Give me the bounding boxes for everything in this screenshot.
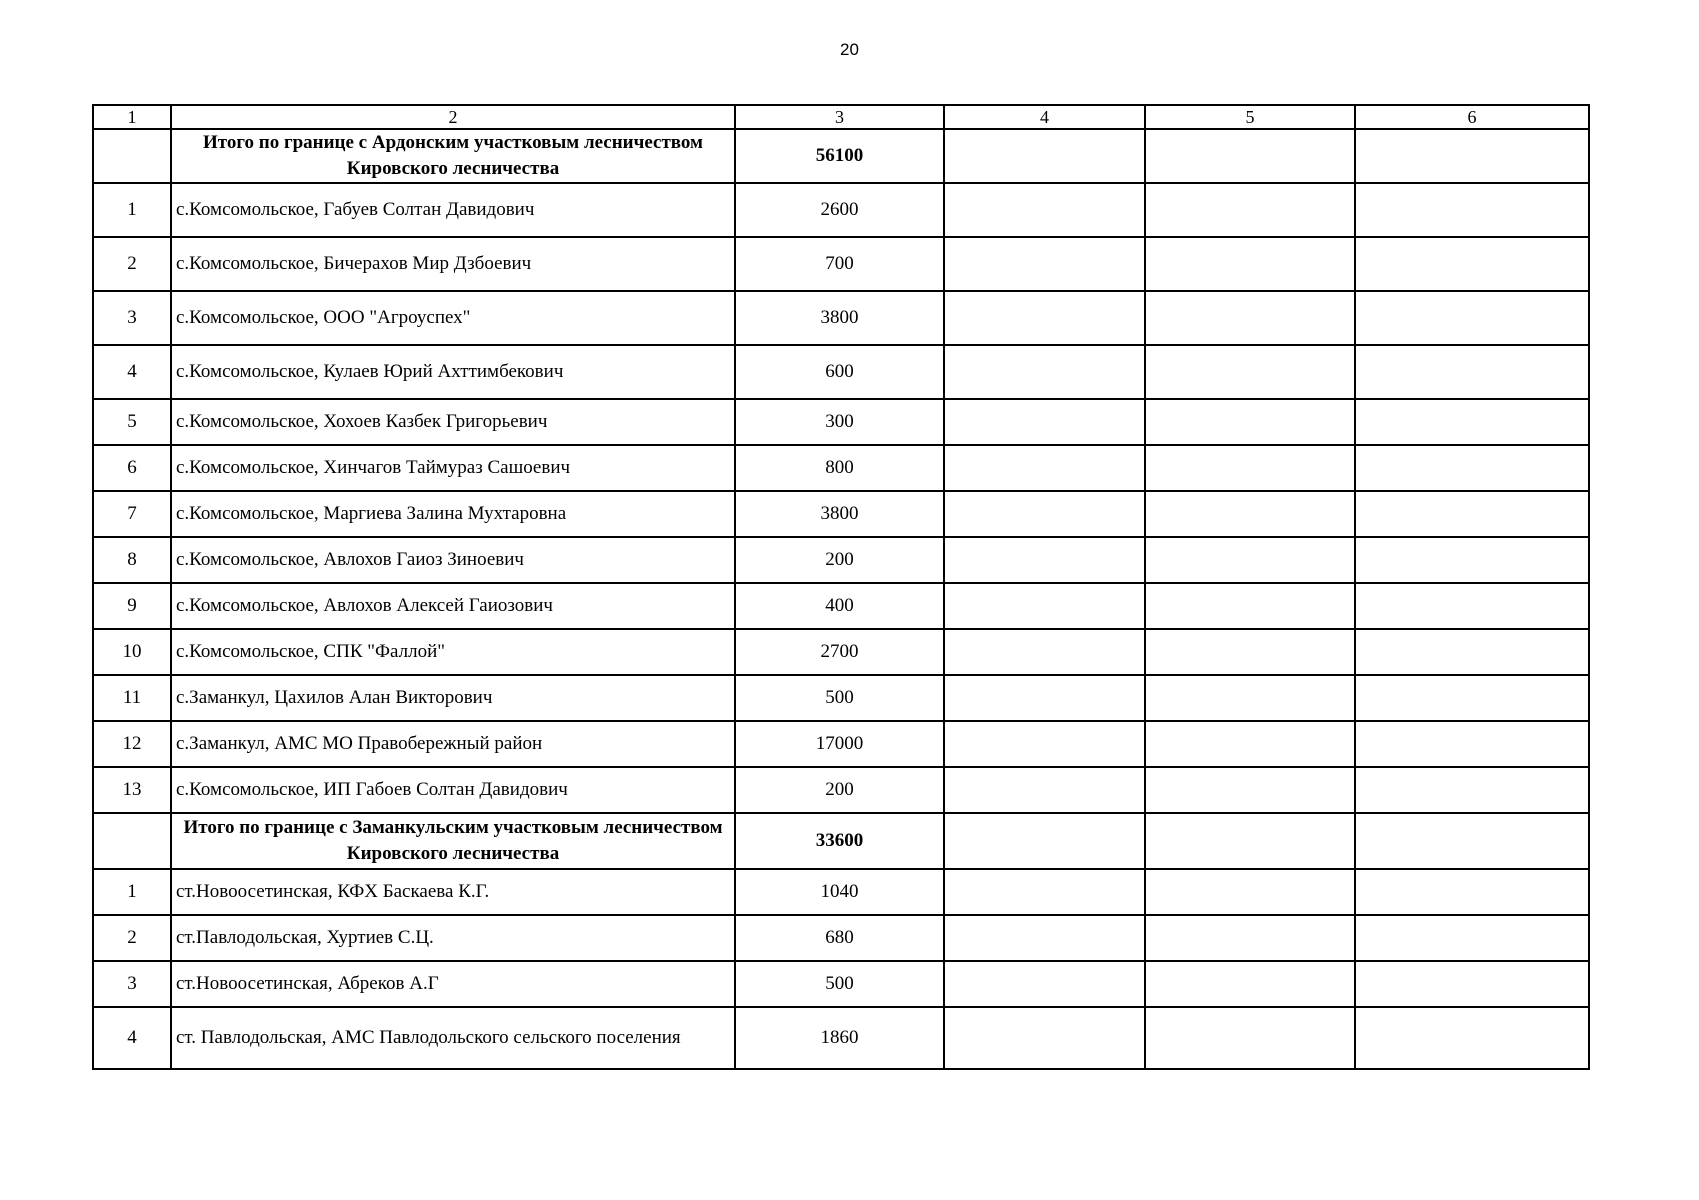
row-value: 500 <box>735 675 944 721</box>
empty-cell <box>1145 767 1355 813</box>
table-row <box>93 237 1589 291</box>
empty-cell <box>1355 813 1589 869</box>
empty-cell <box>1145 491 1355 537</box>
row-value: 3800 <box>735 491 944 537</box>
row-name: с.Комсомольское, СПК "Фаллой" <box>171 629 735 675</box>
table-row <box>93 721 1589 767</box>
row-number: 3 <box>93 291 171 345</box>
row-name: с.Комсомольское, ИП Габоев Солтан Давидович <box>171 767 735 813</box>
table-row <box>93 1007 1589 1069</box>
empty-cell <box>1355 915 1589 961</box>
empty-cell <box>1355 1007 1589 1069</box>
row-number: 7 <box>93 491 171 537</box>
empty-cell <box>1145 869 1355 915</box>
empty-cell <box>944 237 1145 291</box>
empty-cell <box>944 869 1145 915</box>
empty-cell <box>1355 961 1589 1007</box>
row-number: 2 <box>93 915 171 961</box>
empty-cell <box>944 721 1145 767</box>
empty-cell <box>1145 583 1355 629</box>
empty-cell <box>1145 345 1355 399</box>
row-number: 10 <box>93 629 171 675</box>
table-row <box>93 915 1589 961</box>
row-number: 12 <box>93 721 171 767</box>
row-value: 3800 <box>735 291 944 345</box>
column-number: 3 <box>735 105 944 129</box>
column-number: 4 <box>944 105 1145 129</box>
row-value: 1860 <box>735 1007 944 1069</box>
row-number: 11 <box>93 675 171 721</box>
empty-cell <box>1145 629 1355 675</box>
table-row <box>93 583 1589 629</box>
row-name: с.Комсомольское, Хинчагов Таймураз Сашоевич <box>171 445 735 491</box>
row-value: 700 <box>735 237 944 291</box>
row-number: 9 <box>93 583 171 629</box>
row-name: Итого по границе с Заманкульским участковым лесничеством Кировского лесничества <box>171 813 735 869</box>
row-name: с.Заманкул, АМС МО Правобережный район <box>171 721 735 767</box>
row-number <box>93 129 171 183</box>
row-value: 400 <box>735 583 944 629</box>
column-number: 1 <box>93 105 171 129</box>
table-row <box>93 537 1589 583</box>
row-value: 1040 <box>735 869 944 915</box>
empty-cell <box>1355 291 1589 345</box>
empty-cell <box>1145 721 1355 767</box>
row-name: с.Комсомольское, Маргиева Залина Мухтаровна <box>171 491 735 537</box>
row-name: ст.Новоосетинская, Абреков А.Г <box>171 961 735 1007</box>
row-number: 2 <box>93 237 171 291</box>
empty-cell <box>1145 445 1355 491</box>
empty-cell <box>1355 675 1589 721</box>
row-number: 4 <box>93 1007 171 1069</box>
empty-cell <box>944 183 1145 237</box>
row-number <box>93 813 171 869</box>
row-value: 300 <box>735 399 944 445</box>
empty-cell <box>944 915 1145 961</box>
row-name: с.Комсомольское, Авлохов Алексей Гаиозович <box>171 583 735 629</box>
row-name: с.Комсомольское, Кулаев Юрий Ахттимбекович <box>171 345 735 399</box>
empty-cell <box>1145 675 1355 721</box>
empty-cell <box>944 1007 1145 1069</box>
empty-cell <box>1145 537 1355 583</box>
empty-cell <box>1145 129 1355 183</box>
empty-cell <box>944 399 1145 445</box>
empty-cell <box>1145 915 1355 961</box>
table-row <box>93 345 1589 399</box>
row-name: ст.Новоосетинская, КФХ Баскаева К.Г. <box>171 869 735 915</box>
empty-cell <box>1145 961 1355 1007</box>
row-name: с.Комсомольское, Бичерахов Мир Дзбоевич <box>171 237 735 291</box>
row-value: 600 <box>735 345 944 399</box>
empty-cell <box>944 129 1145 183</box>
table-row <box>93 183 1589 237</box>
row-number: 13 <box>93 767 171 813</box>
row-value: 33600 <box>735 813 944 869</box>
empty-cell <box>1355 537 1589 583</box>
empty-cell <box>944 491 1145 537</box>
row-value: 200 <box>735 767 944 813</box>
table-row <box>93 767 1589 813</box>
row-number: 3 <box>93 961 171 1007</box>
empty-cell <box>1355 129 1589 183</box>
empty-cell <box>944 583 1145 629</box>
column-number: 6 <box>1355 105 1589 129</box>
row-name: Итого по границе с Ардонским участковым лесничеством Кировского лесничества <box>171 129 735 183</box>
empty-cell <box>944 537 1145 583</box>
empty-cell <box>944 813 1145 869</box>
empty-cell <box>1355 399 1589 445</box>
empty-cell <box>944 675 1145 721</box>
empty-cell <box>944 445 1145 491</box>
row-value: 2600 <box>735 183 944 237</box>
row-number: 1 <box>93 183 171 237</box>
empty-cell <box>1355 629 1589 675</box>
row-name: с.Заманкул, Цахилов Алан Викторович <box>171 675 735 721</box>
empty-cell <box>1145 183 1355 237</box>
row-number: 1 <box>93 869 171 915</box>
empty-cell <box>1355 237 1589 291</box>
table-row <box>93 869 1589 915</box>
empty-cell <box>1355 491 1589 537</box>
empty-cell <box>1145 399 1355 445</box>
table-row <box>93 291 1589 345</box>
table-row <box>93 399 1589 445</box>
row-number: 6 <box>93 445 171 491</box>
empty-cell <box>1145 291 1355 345</box>
table-row <box>93 675 1589 721</box>
table-row <box>93 629 1589 675</box>
row-name: с.Комсомольское, Габуев Солтан Давидович <box>171 183 735 237</box>
empty-cell <box>944 961 1145 1007</box>
row-value: 800 <box>735 445 944 491</box>
page-number: 20 <box>840 40 859 59</box>
row-value: 500 <box>735 961 944 1007</box>
table-row <box>93 961 1589 1007</box>
row-value: 200 <box>735 537 944 583</box>
row-name: ст.Павлодольская, Хуртиев С.Ц. <box>171 915 735 961</box>
empty-cell <box>944 345 1145 399</box>
empty-cell <box>1355 721 1589 767</box>
empty-cell <box>1355 183 1589 237</box>
empty-cell <box>944 629 1145 675</box>
row-number: 8 <box>93 537 171 583</box>
column-number: 5 <box>1145 105 1355 129</box>
row-value: 2700 <box>735 629 944 675</box>
table-row <box>93 491 1589 537</box>
empty-cell <box>1355 583 1589 629</box>
row-value: 17000 <box>735 721 944 767</box>
subtotal-row <box>93 813 1589 869</box>
row-name: ст. Павлодольская, АМС Павлодольского сельского поселения <box>171 1007 735 1069</box>
empty-cell <box>1355 345 1589 399</box>
row-name: с.Комсомольское, Хохоев Казбек Григорьевич <box>171 399 735 445</box>
empty-cell <box>1145 1007 1355 1069</box>
column-number-row <box>93 105 1589 129</box>
column-number: 2 <box>171 105 735 129</box>
row-value: 680 <box>735 915 944 961</box>
row-name: с.Комсомольское, Авлохов Гаиоз Зиноевич <box>171 537 735 583</box>
empty-cell <box>1355 869 1589 915</box>
data-table <box>92 104 1590 1070</box>
row-number: 4 <box>93 345 171 399</box>
table-row <box>93 445 1589 491</box>
empty-cell <box>1145 237 1355 291</box>
empty-cell <box>944 767 1145 813</box>
row-name: с.Комсомольское, ООО "Агроуспех" <box>171 291 735 345</box>
subtotal-row <box>93 129 1589 183</box>
empty-cell <box>1145 813 1355 869</box>
empty-cell <box>1355 767 1589 813</box>
row-value: 56100 <box>735 129 944 183</box>
row-number: 5 <box>93 399 171 445</box>
empty-cell <box>1355 445 1589 491</box>
empty-cell <box>944 291 1145 345</box>
